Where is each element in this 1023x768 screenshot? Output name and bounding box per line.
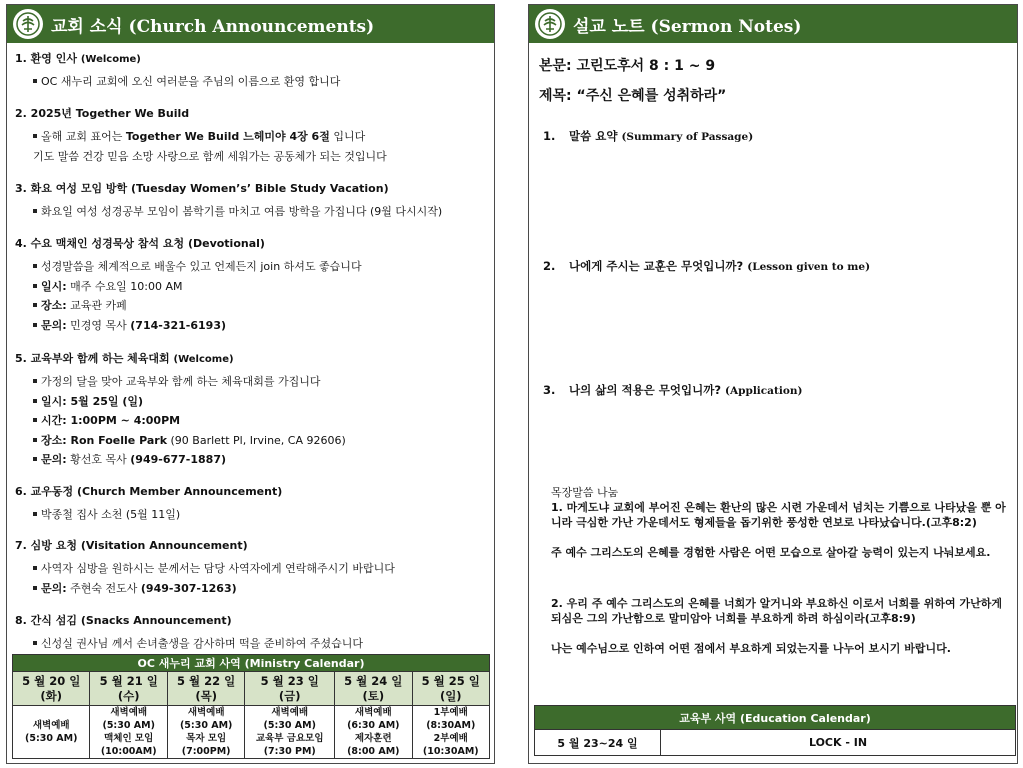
calendar-day-header (245, 672, 335, 706)
bullet-icon (33, 134, 37, 138)
announcement-section (15, 50, 490, 92)
announcement-text: 장소: Ron Foelle Park (41, 433, 168, 447)
announcement-section (15, 537, 490, 598)
bullet-icon (33, 379, 37, 383)
announcement-text: 주현숙 전도사 (66, 581, 141, 595)
announcement-text: 신성실 권사님 께서 손녀출생을 감사하며 떡을 준비하여 주셨습니다 (41, 637, 364, 650)
calendar-weekday: (수) (117, 688, 140, 703)
bullet-icon (33, 418, 37, 422)
announcement-section (15, 235, 490, 335)
bullet-icon (33, 79, 37, 83)
sharing-heading: 목장말씀 나눔 (551, 486, 619, 499)
calendar-event: 새벽예배 (271, 707, 309, 718)
announcement-line (15, 127, 490, 147)
announcement-text: 교육관 카페 (66, 299, 127, 312)
announcement-text: (90 Barlett Pl, Irvine, CA 92606) (167, 433, 346, 447)
calendar-date: 5 월 20 일 (22, 673, 81, 688)
calendar-days-row (13, 672, 490, 706)
calendar-event: (5:30 AM) (25, 733, 78, 744)
announcement-title-text: 4. 수요 맥채인 성경묵상 참석 요청 (Devotional) (15, 237, 265, 250)
question-lesson: 2. 나에게 주시는 교훈은 무엇입니까? (Lesson given to me) (543, 259, 871, 273)
announcement-title-text: 2. 2025년 Together We Build (15, 107, 190, 120)
sermon-notes-header (529, 5, 1017, 43)
calendar-date: 5 월 24 일 (344, 673, 403, 688)
calendar-day-events (13, 706, 90, 759)
bullet-icon (33, 438, 37, 442)
calendar-date: 5 월 23 일 (260, 673, 319, 688)
announcement-text: 문의: (41, 318, 67, 332)
calendar-day-events (167, 706, 244, 759)
calendar-weekday: (토) (362, 688, 385, 703)
calendar-date: 5 월 22 일 (177, 673, 236, 688)
calendar-events-row (13, 706, 490, 759)
announcement-line (15, 450, 490, 470)
announcements-title: 교회 소식 (Church Announcements) (51, 16, 375, 37)
announcement-section (15, 612, 490, 654)
announcement-line (15, 72, 490, 92)
announcement-line (15, 559, 490, 579)
announcement-section (15, 105, 490, 166)
calendar-weekday: (금) (278, 688, 301, 703)
education-calendar-row (535, 730, 1016, 756)
announcement-section (15, 483, 490, 525)
announcement-line (15, 634, 490, 654)
calendar-day-header (167, 672, 244, 706)
announcement-line (15, 372, 490, 392)
announcement-text: 화요일 여성 성경공부 모임이 봄학기를 마치고 여름 방학을 가집니다 (9월 다시시작) (41, 205, 443, 218)
announcement-title (15, 235, 490, 251)
calendar-event: (6:30 AM) (347, 720, 400, 731)
sharing-question-2: 나는 예수님으로 인하여 어떤 점에서 부요하게 되었는지를 나누어 보시기 바랍니다. (551, 642, 951, 655)
calendar-day-header (90, 672, 167, 706)
calendar-event: (5:30 AM) (102, 720, 155, 731)
announcement-title-text: 6. 교우동정 (Church Member Announcement) (15, 485, 283, 498)
calendar-day-events (335, 706, 412, 759)
announcement-title (15, 50, 490, 66)
bullet-icon (33, 323, 37, 327)
calendar-date: 5 월 21 일 (99, 673, 158, 688)
announcement-text: 올해 교회 표어는 (41, 130, 126, 143)
announcement-text: OC 새누리 교회에 오신 여러분을 주님의 이름으로 환영 합니다 (41, 75, 341, 88)
announcement-title (15, 180, 490, 196)
announcement-title-text: 7. 심방 요청 (Visitation Announcement) (15, 539, 248, 552)
calendar-weekday: (일) (439, 688, 462, 703)
ministry-calendar-caption: OC 새누리 교회 사역 (Ministry Calendar) (13, 655, 490, 672)
bullet-icon (33, 457, 37, 461)
announcement-text: (714-321-6193) (130, 318, 227, 332)
calendar-event: 새벽예배 (354, 707, 392, 718)
bullet-icon (33, 303, 37, 307)
announcement-title (15, 350, 490, 366)
announcement-text: 박종철 집사 소천 (5월 11일) (41, 508, 181, 521)
announcement-title (15, 483, 490, 499)
bullet-icon (33, 512, 37, 516)
announcement-title-text: 5. 교육부와 함께 하는 체육대회 (15, 352, 170, 365)
calendar-event: (7:30 PM) (263, 746, 316, 757)
calendar-event: (5:30 AM) (179, 720, 233, 731)
announcement-title (15, 612, 490, 628)
calendar-event: 새벽예배 (187, 707, 225, 718)
announcement-line (15, 392, 490, 412)
calendar-event: 1부예배 (433, 707, 468, 718)
sermon-notes-panel (528, 4, 1018, 764)
bullet-icon (33, 641, 37, 645)
bullet-icon (33, 209, 37, 213)
calendar-day-events (412, 706, 489, 759)
bullet-icon (33, 586, 37, 590)
announcement-line (15, 431, 490, 451)
calendar-event: 새벽예배 (32, 720, 70, 731)
passage-reference: 본문: 고린도후서 8 : 1 ~ 9 (539, 58, 716, 74)
education-calendar (534, 705, 1016, 756)
announcement-line (15, 202, 490, 222)
announcement-line (15, 505, 490, 525)
sharing-point-2: 2. 우리 주 예수 그리스도의 은혜를 너희가 알거니와 부요하신 이로서 너희를 위하여 가난하게 되심은 그의 가난함으로 말미암아 너희를 부요하게 하려 하심이라(고후8:9) (551, 597, 1002, 625)
announcement-line (15, 316, 490, 336)
church-logo-icon (535, 9, 565, 39)
announcement-text: 시간: 1:00PM ~ 4:00PM (41, 414, 181, 427)
calendar-event: (8:00 AM) (347, 746, 400, 757)
calendar-weekday: (목) (195, 688, 217, 703)
education-calendar-caption: 교육부 사역 (Education Calendar) (535, 706, 1016, 730)
calendar-date: 5 월 25 일 (421, 673, 480, 688)
calendar-event: (10:30AM) (422, 746, 479, 757)
question-application: 3. 나의 삶의 적용은 무엇입니까? (Application) (543, 383, 803, 397)
announcement-line (15, 257, 490, 277)
calendar-event: 2부예배 (433, 733, 468, 744)
announcement-text: Together We Build 느헤미야 4장 6절 (125, 130, 330, 143)
bullet-icon (33, 264, 37, 268)
announcement-text: 성경말씀을 체계적으로 배울수 있고 언제든지 join 하셔도 좋습니다 (41, 260, 362, 273)
announcement-title-text: 3. 화요 여성 모임 방학 (Tuesday Women’s’ Bible Study Vacation) (15, 182, 389, 195)
announcement-text: 문의: (41, 453, 67, 466)
bullet-icon (33, 566, 37, 570)
bullet-icon (33, 399, 37, 403)
announcement-text: 문의: (41, 581, 67, 595)
announcement-text: 민경영 목사 (66, 318, 131, 332)
announcement-text: 장소: (41, 299, 67, 312)
calendar-event: 제자훈련 (354, 733, 392, 744)
announcement-text: 황선호 목사 (66, 453, 131, 466)
announcement-text: 매주 수요일 10:00 AM (66, 279, 183, 293)
announcement-line (15, 277, 490, 297)
calendar-event: (10:00AM) (100, 746, 157, 757)
calendar-day-header (13, 672, 90, 706)
announcement-title-en: (Welcome) (173, 354, 234, 365)
announcement-line (15, 411, 490, 431)
calendar-event: (8:30AM) (426, 720, 476, 731)
ministry-calendar (12, 654, 490, 759)
announcement-line (15, 147, 490, 167)
sharing-point-1: 1. 마게도냐 교회에 부어진 은혜는 환난의 많은 시련 가운데서 넘치는 기쁨으로 나타났을 뿐 아니라 극심한 가난 가운데서도 형제들을 돕기위한 풍성한 연보로 나타났습니다.(고후8:2) (551, 501, 1006, 529)
announcement-line (15, 579, 490, 599)
announcement-text: 입니다 (329, 130, 366, 143)
announcement-title-text: 8. 간식 섬김 (Snacks Announcement) (15, 614, 232, 627)
bullet-icon (33, 284, 37, 288)
announcement-title (15, 537, 490, 553)
announcement-section (15, 350, 490, 470)
small-group-sharing (551, 485, 1011, 671)
announcement-title-en: (Welcome) (80, 54, 141, 65)
sermon-notes-title: 설교 노트 (Sermon Notes) (573, 16, 802, 37)
calendar-day-events (245, 706, 335, 759)
announcement-text: 사역자 심방을 원하시는 분께서는 담당 사역자에게 연락해주시기 바랍니다 (41, 562, 395, 575)
calendar-event: 교육부 금요모임 (255, 733, 324, 744)
announcement-text: (949-307-1263) (140, 581, 237, 595)
question-summary: 1. 말씀 요약 (Summary of Passage) (543, 129, 754, 143)
announcement-text: 일시: (41, 279, 67, 293)
calendar-event: 목자 모임 (186, 733, 227, 744)
calendar-event: (5:30 AM) (263, 720, 316, 731)
calendar-event: 새벽예배 (110, 707, 148, 718)
announcement-line (15, 296, 490, 316)
announcement-text: 가정의 달을 맞아 교육부와 함께 하는 체육대회를 가집니다 (41, 375, 321, 388)
announcement-text: (949-677-1887) (130, 453, 227, 466)
announcements-panel (6, 4, 495, 764)
calendar-weekday: (화) (40, 688, 63, 703)
calendar-day-header (412, 672, 489, 706)
announcement-title (15, 105, 490, 121)
calendar-day-header (335, 672, 412, 706)
announcements-header (7, 5, 494, 43)
announcement-text: 일시: 5월 25일 (일) (41, 394, 144, 408)
announcement-title-text: 1. 환영 인사 (15, 52, 77, 65)
sermon-title: 제목: “주신 은혜를 성취하라” (539, 88, 727, 104)
sharing-question-1: 주 예수 그리스도의 은혜를 경험한 사람은 어떤 모습으로 살아갈 능력이 있는지 나눠보세요. (551, 546, 991, 559)
calendar-event: (7:00PM) (181, 746, 231, 757)
education-event: LOCK - IN (661, 730, 1016, 756)
education-date: 5 월 23~24 일 (535, 730, 661, 756)
calendar-day-events (90, 706, 167, 759)
announcement-text: 기도 말씀 건강 믿음 소망 사랑으로 함께 세워가는 공동체가 되는 것입니다 (33, 149, 387, 163)
calendar-event: 맥체인 모임 (104, 733, 154, 744)
announcement-section (15, 180, 490, 222)
church-logo-icon (13, 9, 43, 39)
